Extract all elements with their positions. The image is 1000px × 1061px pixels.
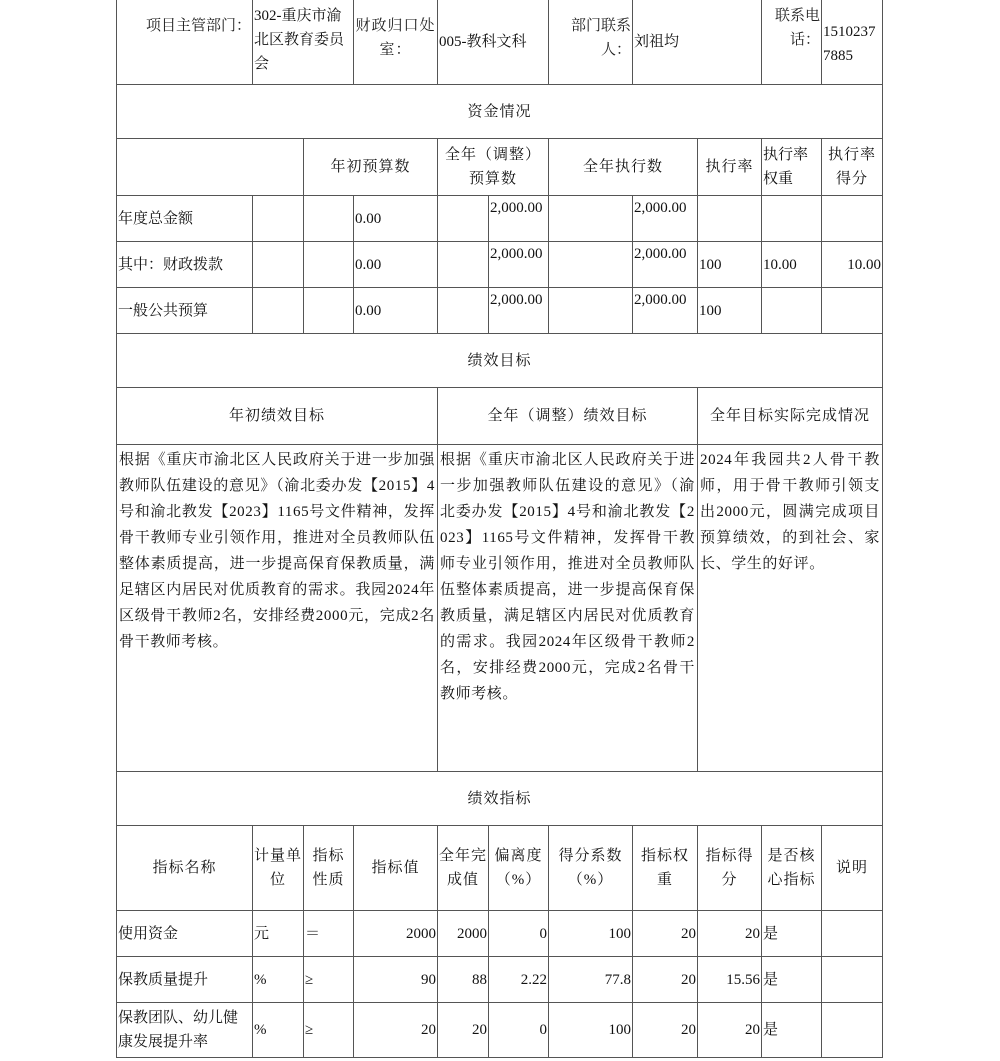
indicator-row [117, 911, 883, 957]
indicator-unit: 元 [253, 911, 304, 957]
indicator-nature: ≥ [304, 1003, 354, 1058]
empty-cell [253, 242, 304, 288]
funds-score [822, 288, 883, 334]
adjusted-goal-text: 根据《重庆市渝北区人民政府关于进一步加强教师队伍建设的意见》（渝北委办发【2015】4号和渝北教发【2023】1165号文件精神，发挥骨干教师专业引领作用，推进对全员教师队伍整体素质提高，进一步提高保育保教质量，满足辖区内居民对优质教育的需求。我园2024年区级骨干教师2名，安排经费2000元，完成2名骨干教师考核。 [438, 445, 698, 772]
actual-completion-text: 2024年我园共2人骨干教师，用于骨干教师引领支出2000元，圆满完成项目预算绩效，的到社会、家长、学生的好评。 [698, 445, 883, 772]
empty-cell [549, 196, 633, 242]
col-coef: 得分系数（%） [549, 826, 633, 911]
funds-row [117, 196, 883, 242]
indicator-note [822, 1003, 883, 1058]
funds-initial: 0.00 [354, 196, 438, 242]
empty-cell [253, 196, 304, 242]
indicator-actual: 2000 [438, 911, 489, 957]
funds-rate: 100 [698, 288, 762, 334]
indicator-unit: % [253, 957, 304, 1003]
funds-row [117, 288, 883, 334]
indicator-score: 20 [698, 911, 762, 957]
indicator-target: 2000 [354, 911, 438, 957]
indicator-actual: 20 [438, 1003, 489, 1058]
empty-cell [438, 242, 489, 288]
indicator-weight: 20 [633, 1003, 698, 1058]
funds-adjusted: 2,000.00 [489, 196, 549, 242]
goals-header-row [117, 388, 883, 445]
performance-evaluation-table [116, 0, 883, 1058]
indicator-weight: 20 [633, 911, 698, 957]
col-initial-goal: 年初绩效目标 [117, 388, 438, 445]
col-exec-score: 执行率得分 [822, 139, 883, 196]
indicator-coef: 77.8 [549, 957, 633, 1003]
col-initial-budget: 年初预算数 [304, 139, 438, 196]
col-indicator-name: 指标名称 [117, 826, 253, 911]
indicators-section-title: 绩效指标 [117, 772, 883, 826]
col-actual-completion: 全年目标实际完成情况 [698, 388, 883, 445]
col-target: 指标值 [354, 826, 438, 911]
indicator-unit: % [253, 1003, 304, 1058]
indicator-deviation: 0 [489, 911, 549, 957]
indicator-actual: 88 [438, 957, 489, 1003]
col-unit: 计量单位 [253, 826, 304, 911]
funds-row-label: 年度总金额 [117, 196, 253, 242]
funds-executed: 2,000.00 [633, 288, 698, 334]
col-score: 指标得分 [698, 826, 762, 911]
indicator-note [822, 911, 883, 957]
funds-weight [762, 196, 822, 242]
funds-row-label: 其中：财政拨款 [117, 242, 253, 288]
indicator-deviation: 0 [489, 1003, 549, 1058]
goals-section-title: 绩效目标 [117, 334, 883, 388]
funds-executed: 2,000.00 [633, 196, 698, 242]
funds-initial: 0.00 [354, 288, 438, 334]
col-exec-weight: 执行率权重 [762, 139, 822, 196]
funds-section-title: 资金情况 [117, 85, 883, 139]
indicators-header-row [117, 826, 883, 911]
goals-section-row [117, 334, 883, 388]
funds-adjusted: 2,000.00 [489, 242, 549, 288]
funds-executed: 2,000.00 [633, 242, 698, 288]
indicator-nature: ≥ [304, 957, 354, 1003]
phone-label: 联系电话： [762, 0, 822, 85]
funds-row-label: 一般公共预算 [117, 288, 253, 334]
indicator-core: 是 [762, 1003, 822, 1058]
funds-initial: 0.00 [354, 242, 438, 288]
funds-header-row [117, 139, 883, 196]
indicator-deviation: 2.22 [489, 957, 549, 1003]
indicator-score: 20 [698, 1003, 762, 1058]
funds-header-blank [117, 139, 304, 196]
empty-cell [304, 196, 354, 242]
indicator-coef: 100 [549, 1003, 633, 1058]
empty-cell [549, 242, 633, 288]
funds-weight [762, 288, 822, 334]
col-adjusted-budget: 全年（调整）预算数 [438, 139, 549, 196]
dept-label: 项目主管部门： [117, 0, 253, 85]
empty-cell [438, 196, 489, 242]
funds-rate: 100 [698, 242, 762, 288]
indicator-nature: ＝ [304, 911, 354, 957]
indicator-name: 保教质量提升 [117, 957, 253, 1003]
project-info-row [117, 0, 883, 85]
col-adjusted-goal: 全年（调整）绩效目标 [438, 388, 698, 445]
indicators-section-row [117, 772, 883, 826]
goals-content-row [117, 445, 883, 772]
empty-cell [304, 242, 354, 288]
indicator-row [117, 957, 883, 1003]
indicator-core: 是 [762, 911, 822, 957]
funds-section-row [117, 85, 883, 139]
indicator-weight: 20 [633, 957, 698, 1003]
phone-value: 15102377885 [822, 0, 883, 85]
funds-adjusted: 2,000.00 [489, 288, 549, 334]
col-actual: 全年完成值 [438, 826, 489, 911]
dept-value: 302-重庆市渝北区教育委员会 [253, 0, 354, 85]
indicator-row [117, 1003, 883, 1058]
indicator-target: 20 [354, 1003, 438, 1058]
col-deviation: 偏离度（%） [489, 826, 549, 911]
indicator-target: 90 [354, 957, 438, 1003]
col-note: 说明 [822, 826, 883, 911]
contact-label: 部门联系人： [549, 0, 633, 85]
indicator-name: 保教团队、幼儿健康发展提升率 [117, 1003, 253, 1058]
funds-row [117, 242, 883, 288]
indicator-core: 是 [762, 957, 822, 1003]
col-core: 是否核心指标 [762, 826, 822, 911]
finance-label: 财政归口处室： [354, 0, 438, 85]
funds-rate [698, 196, 762, 242]
contact-value: 刘祖均 [633, 0, 762, 85]
indicator-score: 15.56 [698, 957, 762, 1003]
empty-cell [253, 288, 304, 334]
empty-cell [438, 288, 489, 334]
finance-value: 005-教科文科 [438, 0, 549, 85]
initial-goal-text: 根据《重庆市渝北区人民政府关于进一步加强教师队伍建设的意见》（渝北委办发【2015】4号和渝北教发【2023】1165号文件精神，发挥骨干教师专业引领作用，推进对全员教师队伍整体素质提高，进一步提高保育保教质量，满足辖区内居民对优质教育的需求。我园2024年区级骨干教师2名，安排经费2000元，完成2名骨干教师考核。 [117, 445, 438, 772]
col-exec-rate: 执行率 [698, 139, 762, 196]
empty-cell [549, 288, 633, 334]
col-weight: 指标权重 [633, 826, 698, 911]
indicator-coef: 100 [549, 911, 633, 957]
indicator-note [822, 957, 883, 1003]
funds-score: 10.00 [822, 242, 883, 288]
funds-weight: 10.00 [762, 242, 822, 288]
empty-cell [304, 288, 354, 334]
col-nature: 指标性质 [304, 826, 354, 911]
indicator-name: 使用资金 [117, 911, 253, 957]
funds-score [822, 196, 883, 242]
col-executed: 全年执行数 [549, 139, 698, 196]
